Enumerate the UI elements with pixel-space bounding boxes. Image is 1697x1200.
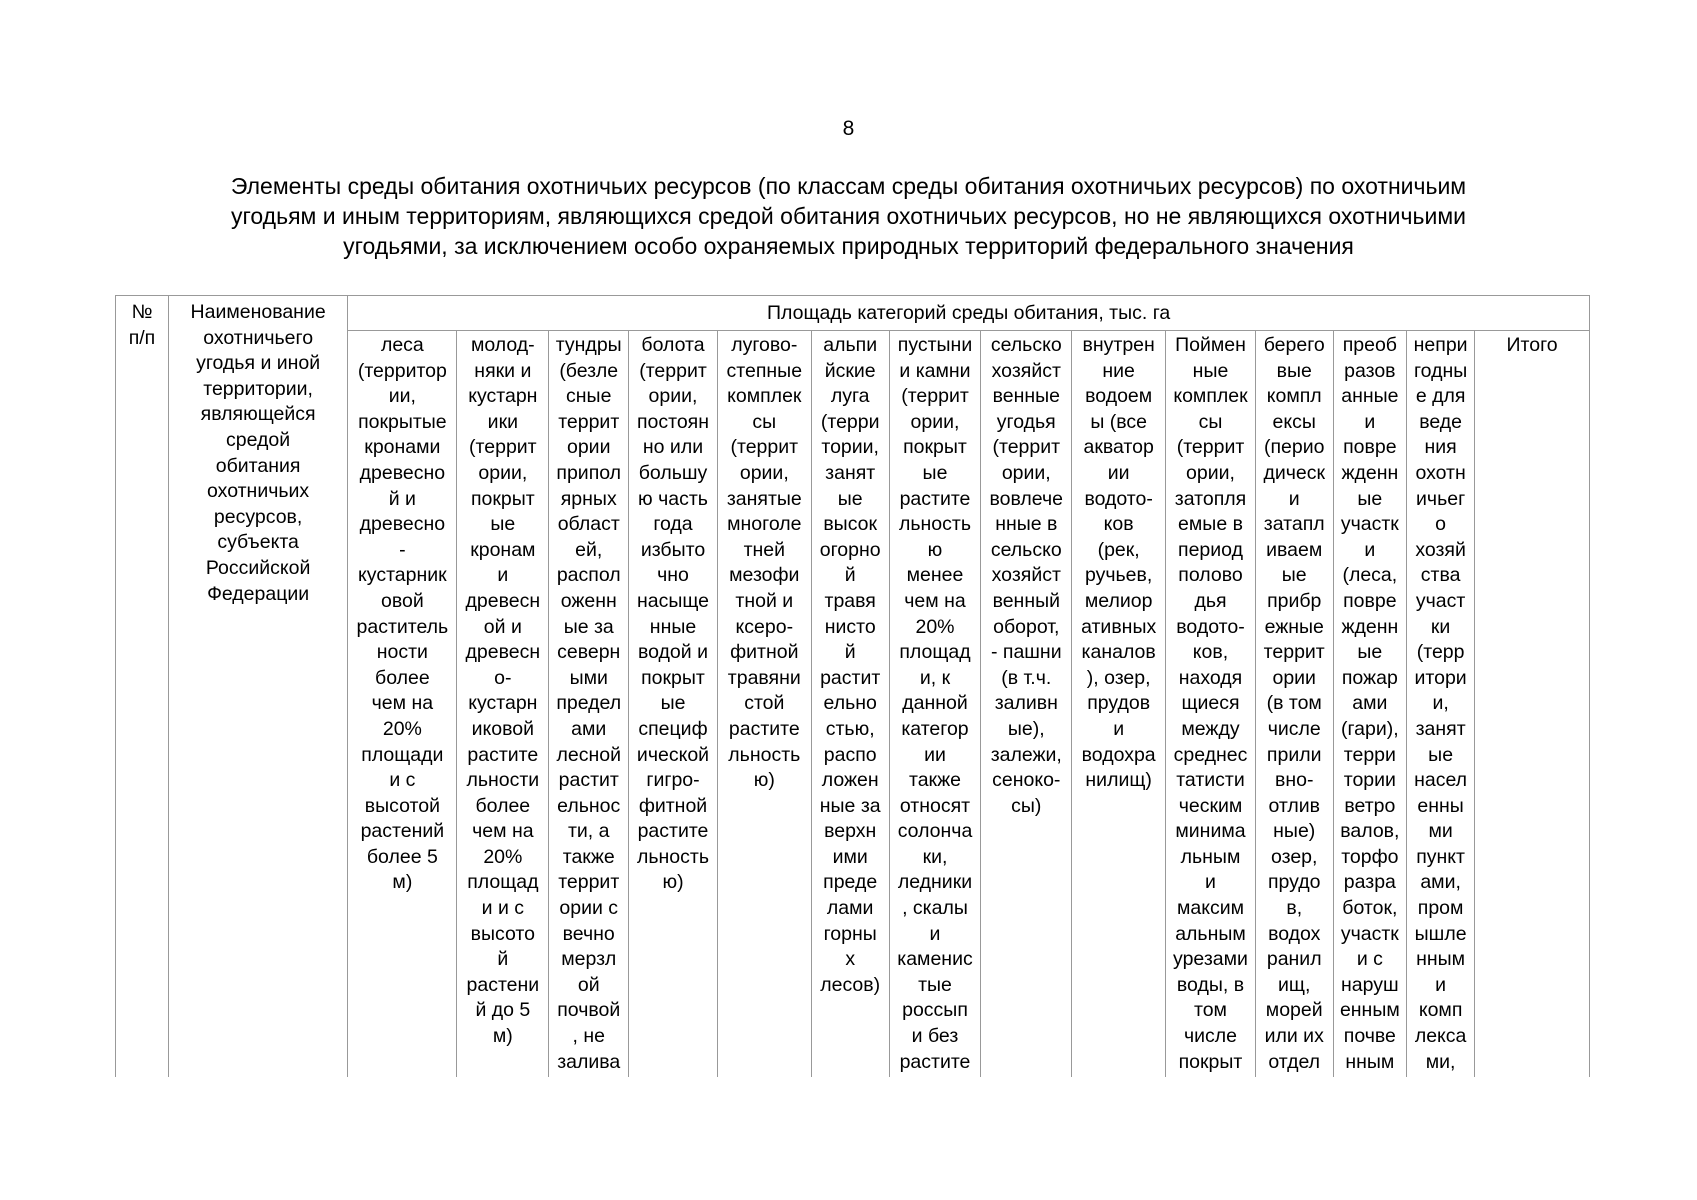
header-number-column — [116, 296, 169, 1078]
header-category-meadow-steppe: лугово- степные комплек сы (террит ории, занятые многоле тней мезофи тной и ксеро- фитной травяни стой растите льность ю) — [717, 331, 811, 1078]
header-category-tundra: тундры (безле сные террит ории припол ярных област ей, распол оженн ые за северн ыми предел ами лесной растит ельнос ти, а также террит ории с вечно мерзл ой почвой , не залива — [549, 331, 629, 1078]
header-category-transformed: преоб разов анные и повре жденн ые участк и (леса, повре жденн ые пожар ами (гари), терри тории ветро валов, торфо разра боток, участк и с наруш енным почве нным — [1333, 331, 1406, 1078]
header-area-group-label: Площадь категорий среды обитания, тыс. га — [767, 302, 1171, 325]
header-category-agricultural: сельско хозяйст венные угодья (террит ории, вовлече нные в сельско хозяйст венный оборот, - пашни (в т.ч. заливн ые), залежи, сеноко- сы) — [981, 331, 1072, 1078]
header-category-coastal: берего вые компл ексы (перио дическ и затапл иваем ые прибр ежные террит ории (в том числе прили вно- отлив ные) озер, прудо в, водох ранил ищ, морей или их отдел — [1255, 331, 1333, 1078]
header-category-alpine-meadows: альпи йские луга (терри тории, занят ые высок огорно й травя нисто й растит ельно стью, распо ложен ные за верхн ими преде лами горны х лесов) — [811, 331, 889, 1078]
page-number: 8 — [842, 117, 855, 140]
habitat-table — [115, 295, 1590, 1077]
header-category-swamps: болота (террит ории, постоян но или большу ю часть года избыто чно насыще нные водой и покрыт ые специф ической гигро- фитной растите льность ю) — [629, 331, 718, 1078]
title-line: Элементы среды обитания охотничьих ресурсов (по классам среды обитания охотничьих ресурсов) по охотничьим — [230, 173, 1467, 199]
header-area-group — [348, 296, 1590, 331]
habitat-table-container — [115, 295, 1590, 1077]
header-category-inland-waters: внутрен ние водоем ы (все акватор ии водото- ков (рек, ручьев, мелиор ативных каналов ), озер, прудов и водохра нилищ) — [1072, 331, 1166, 1078]
document-title — [110, 171, 1587, 261]
header-category-deserts-stones: пустыни и камни (террит ории, покрыт ые растите льность ю менее чем на 20% площад и, к данной категор ии также относят солонча ки, ледники , скалы и каменис тые россып и без растите — [889, 331, 981, 1078]
header-name-column — [168, 296, 347, 1078]
title-line: угодьями, за исключением особо охраняемых природных территорий федерального значения — [343, 233, 1354, 259]
header-category-forests: леса (территор ии, покрытые кронами древесно й и древесно - кустарник овой раститель ности более чем на 20% площади и с высотой растений более 5 м) — [348, 331, 457, 1078]
header-number-label: № п/п — [128, 301, 156, 349]
title-line: угодьям и иным территориям, являющихся средой обитания охотничьих ресурсов, но не являющихся охотничьими — [231, 203, 1466, 229]
header-category-unsuitable: непри годны е для веде ния охотн ичьег о хозяй ства участ ки (терр итори и, занят ые насел енны ми пункт ами, пром ышле нным и комп лекса ми, — [1407, 331, 1475, 1078]
header-category-floodplains: Поймен ные комплек сы (террит ории, затопля емые в период полово дья водото- ков, находя щиеся между среднес татисти ческим минима льным и максим альным урезами воды, в том числе покрыт — [1166, 331, 1256, 1078]
header-name-label: Наименование охотничьего угодья и иной территории, являющейся средой обитания охотничьих ресурсов, субъекта Российской Федерации — [190, 301, 326, 605]
header-category-young-forests: молод- няки и кустарн ики (террит ории, покрыт ые кронам и древесн ой и древесн о- кустарн иковой растите льности более чем на 20% площад и и с высото й растени й до 5 м) — [457, 331, 549, 1078]
header-total: Итого — [1475, 331, 1590, 1078]
